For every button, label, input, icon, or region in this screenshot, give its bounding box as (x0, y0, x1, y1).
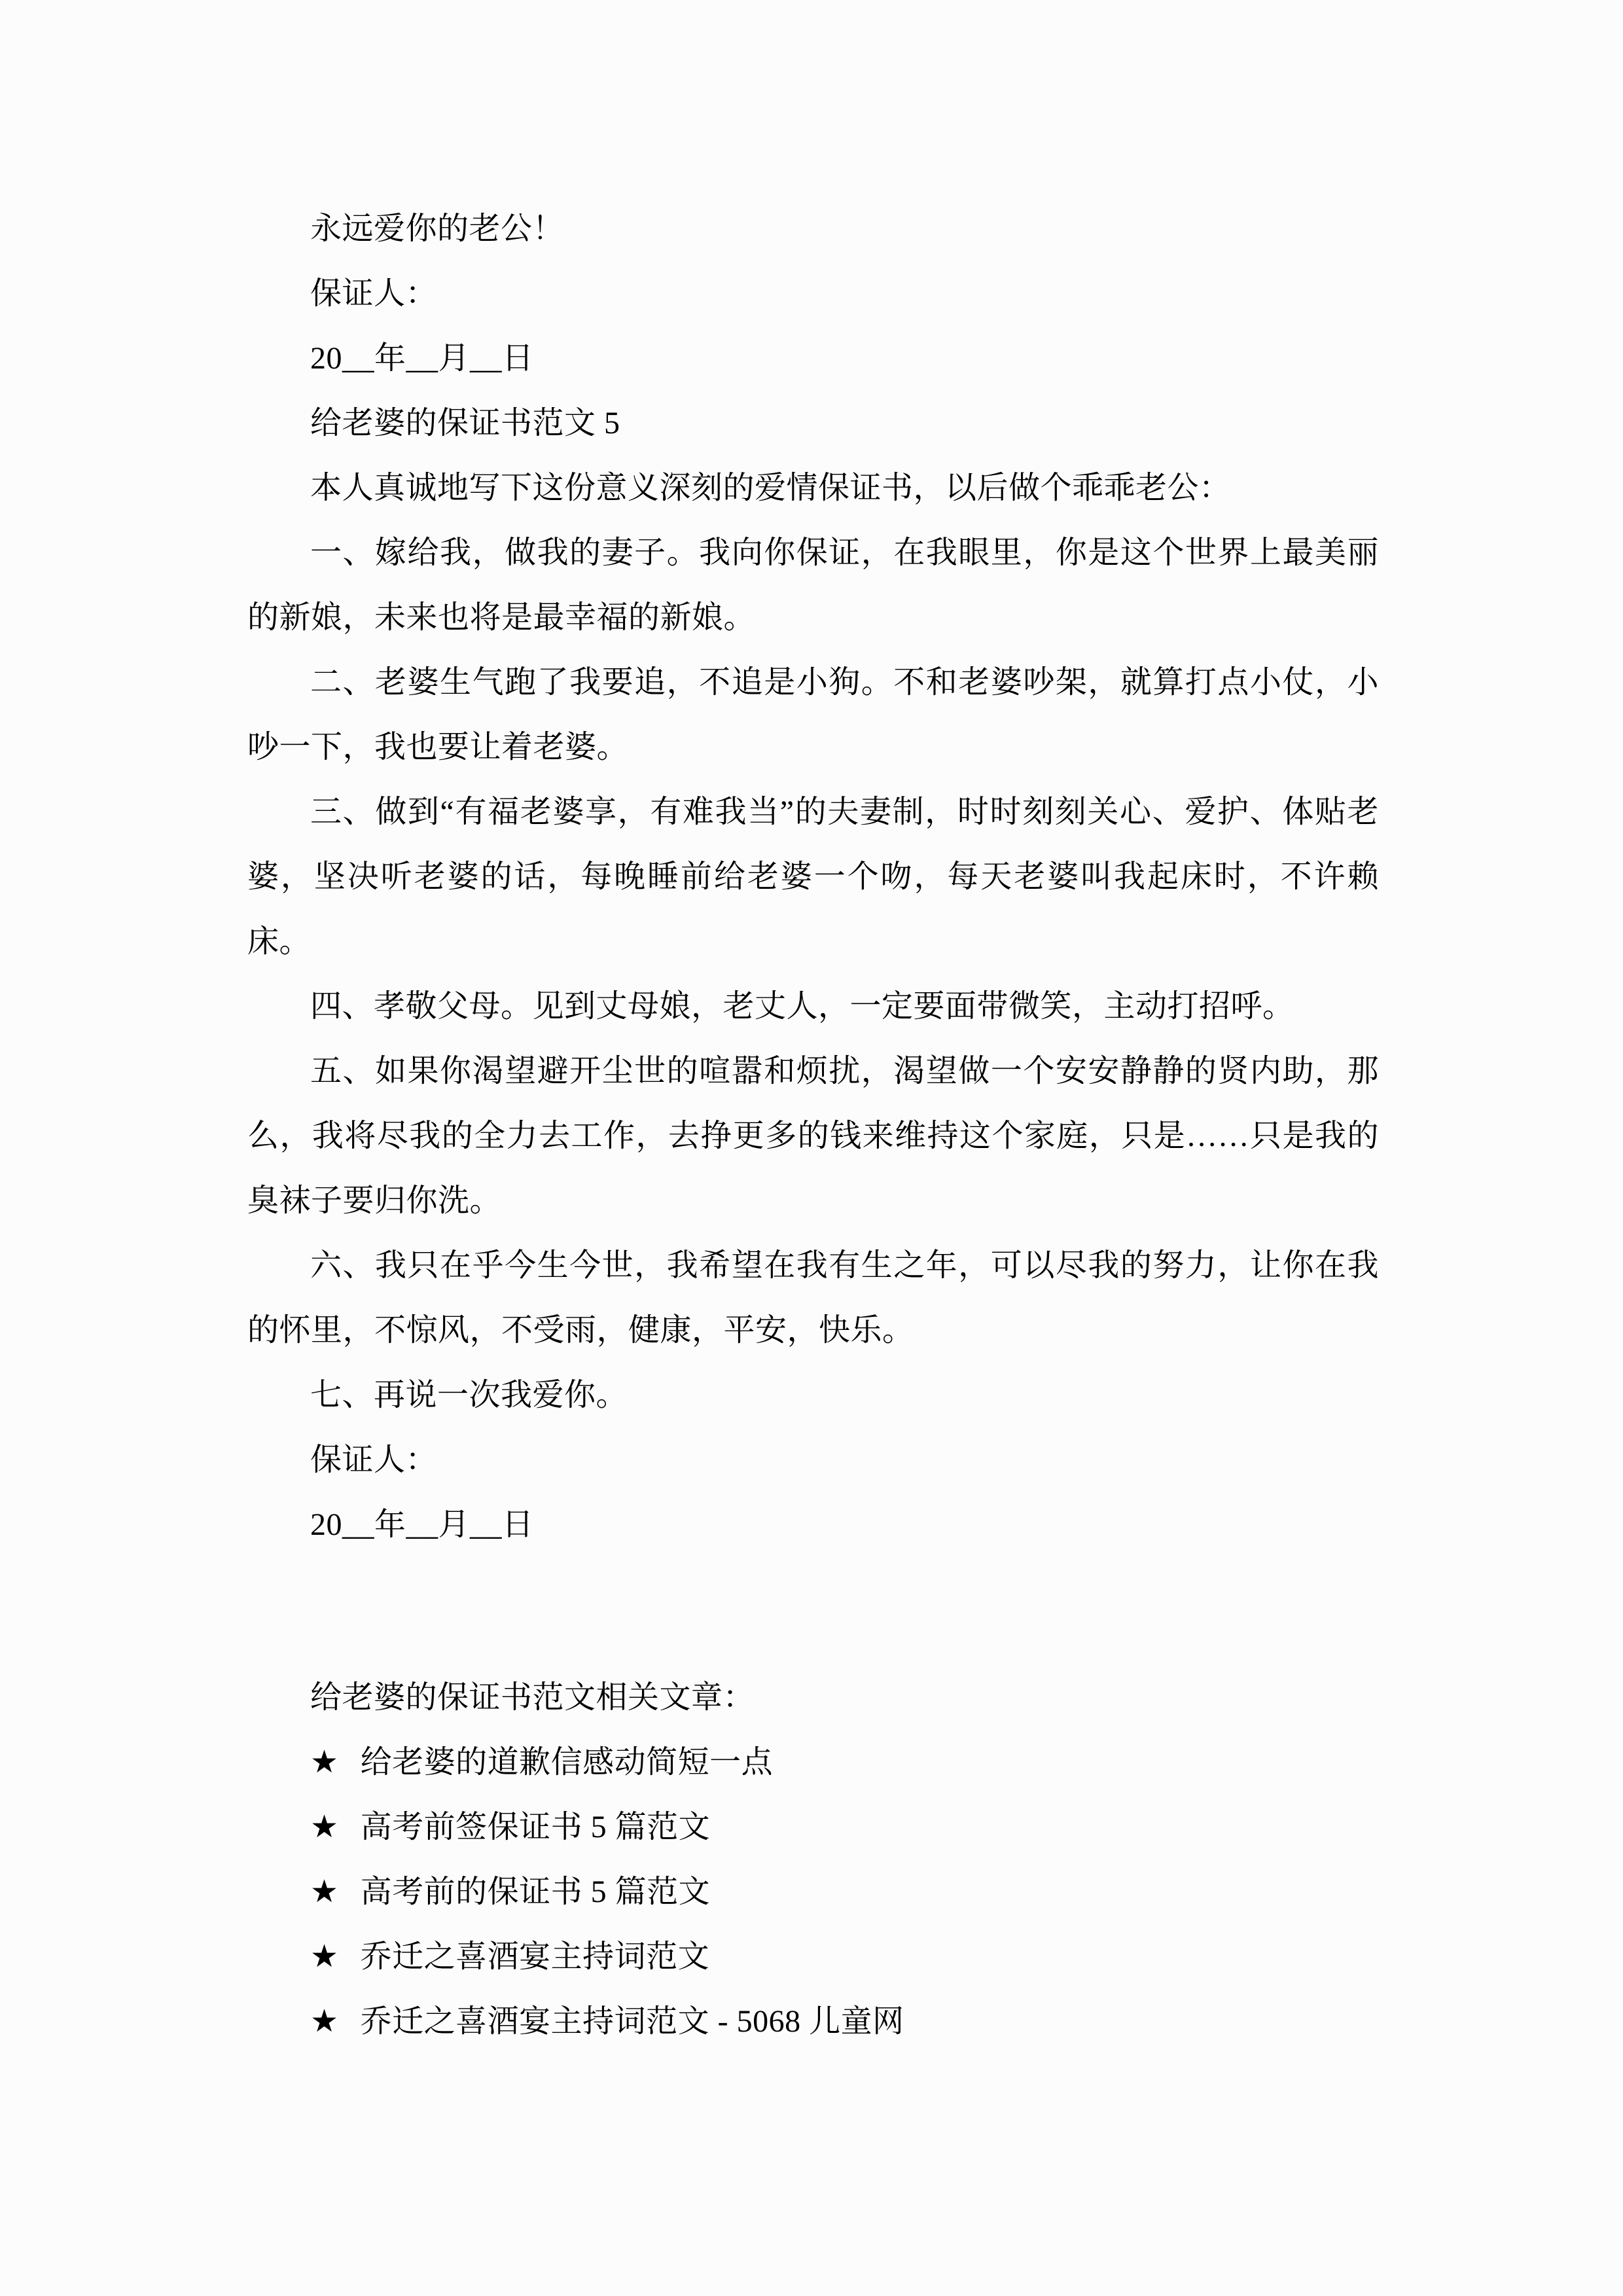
body-paragraph: 四、孝敬父母。见到丈母娘，老丈人，一定要面带微笑，主动打招呼。 (310, 989, 1294, 1024)
document-content (247, 196, 1379, 2054)
promise-letter-body (247, 196, 1379, 1557)
body-paragraph: 本人真诚地写下这份意义深刻的爱情保证书，以后做个乖乖老公： (310, 471, 1231, 505)
related-article-title: 高考前的保证书 5 篇范文 (360, 1874, 711, 1909)
star-bullet-icon: ★ (310, 1745, 339, 1780)
related-articles-list (247, 1730, 1379, 2054)
related-articles-section (247, 1665, 1379, 2054)
related-article-item (247, 1795, 1379, 1859)
body-paragraph: 保证人： (310, 1443, 438, 1477)
star-bullet-icon: ★ (310, 2004, 339, 2039)
related-article-title: 乔迁之喜酒宴主持词范文 - 5068 儿童网 (360, 2004, 904, 2039)
body-paragraph: 永远爱你的老公！ (310, 211, 565, 246)
body-paragraph: 三、做到“有福老婆享，有难我当”的夫妻制，时时刻刻关心、爱护、体贴老婆，坚决听老婆的话，每晚睡前给老婆一个吻，每天老婆叫我起床时，不许赖床。 (247, 795, 1379, 959)
related-article-item (247, 1924, 1379, 1989)
related-article-item (247, 1859, 1379, 1924)
related-articles-heading: 给老婆的保证书范文相关文章： (310, 1680, 755, 1715)
star-bullet-icon: ★ (310, 1810, 339, 1844)
body-paragraph: 二、老婆生气跑了我要追，不追是小狗。不和老婆吵架，就算打点小仗，小吵一下，我也要让着老婆。 (247, 665, 1379, 764)
star-bullet-icon: ★ (310, 1939, 339, 1974)
related-article-item (247, 1989, 1379, 2054)
related-article-item (247, 1730, 1379, 1795)
body-paragraph: 给老婆的保证书范文 5 (310, 406, 620, 440)
body-paragraph: 20__年__月__日 (310, 1507, 534, 1542)
body-paragraph: 保证人： (310, 276, 438, 311)
star-bullet-icon: ★ (310, 1874, 339, 1909)
related-article-title: 给老婆的道歉信感动简短一点 (360, 1745, 774, 1780)
body-paragraph: 一、嫁给我，做我的妻子。我向你保证，在我眼里，你是这个世界上最美丽的新娘，未来也将是最幸福的新娘。 (247, 535, 1379, 635)
related-article-title: 乔迁之喜酒宴主持词范文 (360, 1939, 710, 1974)
body-paragraph: 七、再说一次我爱你。 (310, 1378, 628, 1412)
body-paragraph: 六、我只在乎今生今世，我希望在我有生之年，可以尽我的努力，让你在我的怀里，不惊风，不受雨，健康，平安，快乐。 (247, 1248, 1379, 1348)
related-article-title: 高考前签保证书 5 篇范文 (360, 1810, 711, 1844)
body-paragraph: 五、如果你渴望避开尘世的喧嚣和烦扰，渴望做一个安安静静的贤内助，那么，我将尽我的全力去工作，去挣更多的钱来维持这个家庭，只是……只是我的臭袜子要归你洗。 (247, 1054, 1379, 1218)
body-paragraph: 20__年__月__日 (310, 341, 534, 376)
